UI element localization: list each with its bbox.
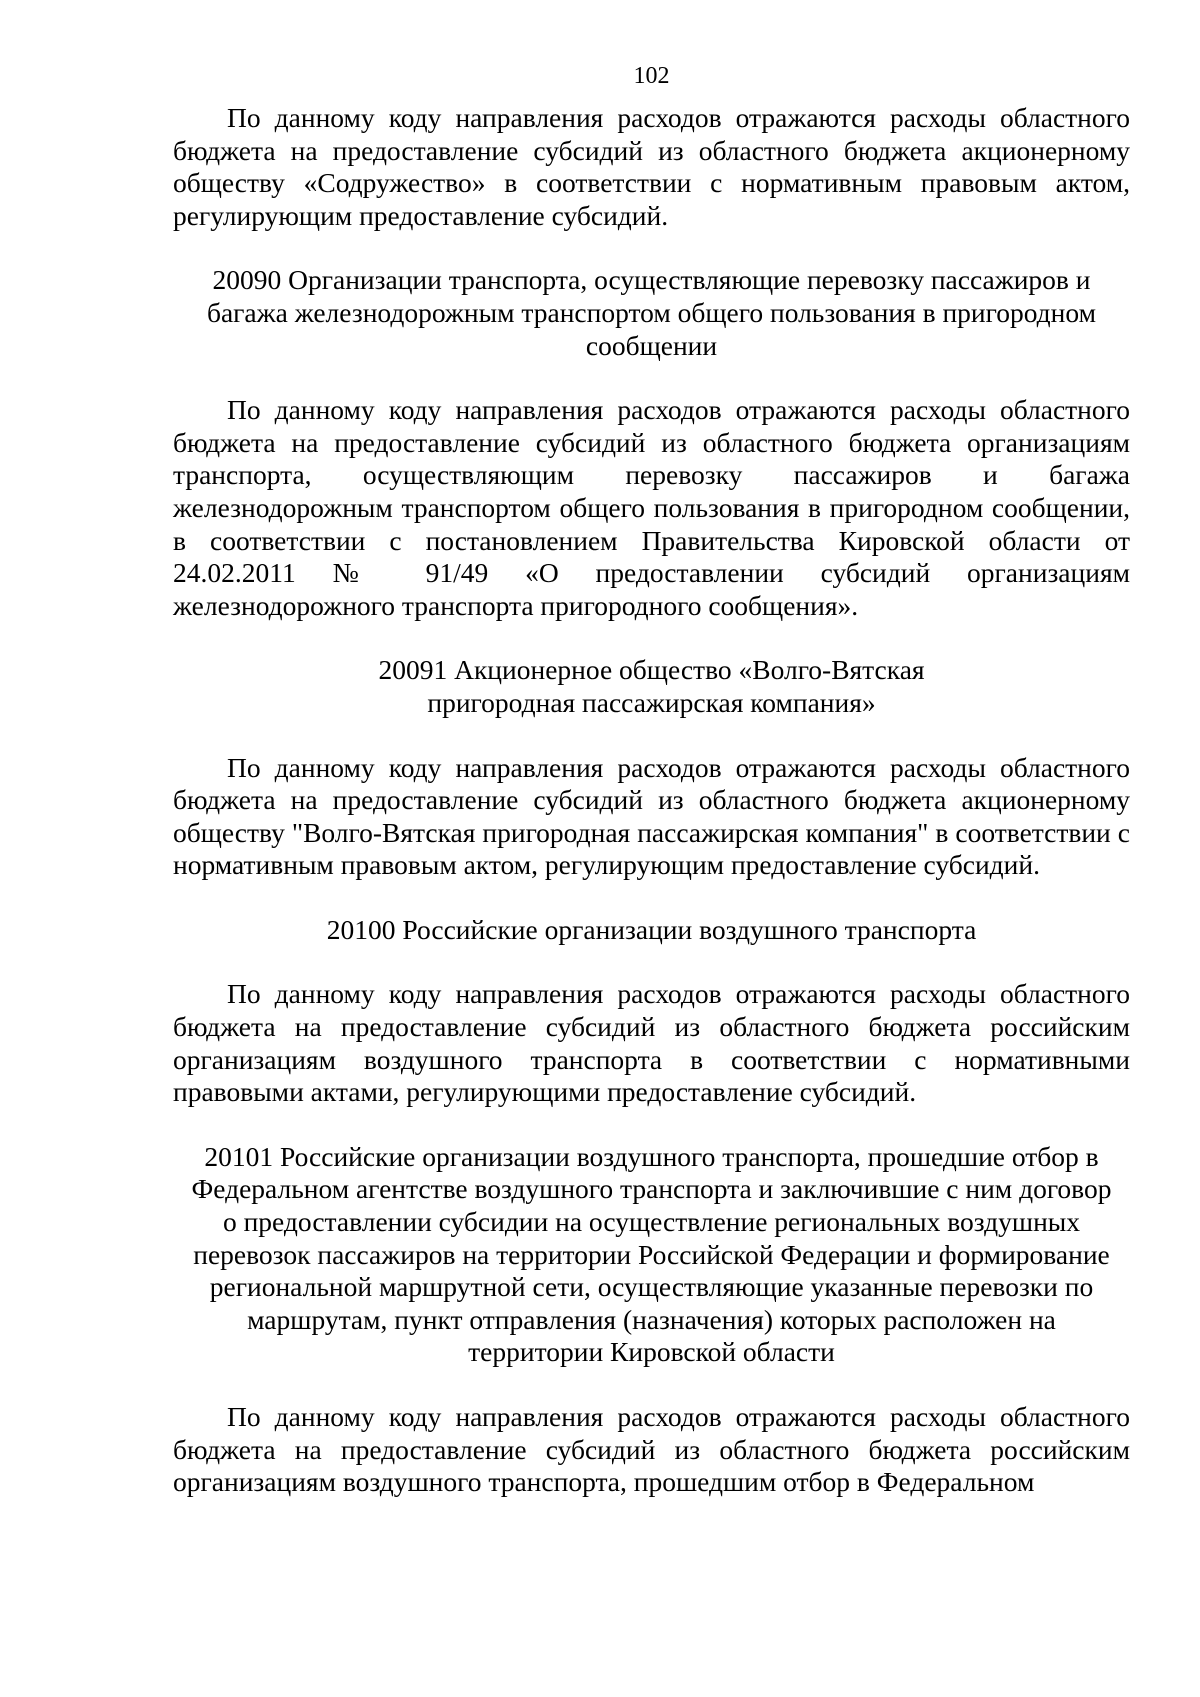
heading-line: Федеральном агентстве воздушного транспорта и заключившие с ним договор [191,1173,1112,1205]
heading-line: 20091 Акционерное общество «Волго-Вятская [378,654,925,686]
heading-20091 [173,654,1130,719]
paragraph-20100: По данному коду направления расходов отражаются расходы областного бюджета на предоставление субсидий из областного бюджета российским организациям воздушного транспорта в соответствии с нормативными правовыми актами, регулирующими предоставление субсидий. [173,978,1130,1108]
heading-line: 20090 Организации транспорта, осуществляющие перевозку пассажиров и [212,264,1091,296]
document-page [173,60,1130,1499]
paragraph-sodruzhestvo: По данному коду направления расходов отражаются расходы областного бюджета на предоставление субсидий из областного бюджета акционерному обществу «Содружество» в соответствии с нормативным правовым актом, регулирующим предоставление субсидий. [173,102,1130,231]
heading-line: перевозок пассажиров на территории Российской Федерации и формирование [193,1238,1110,1270]
spacer [173,720,1130,752]
spacer [173,622,1130,654]
heading-line: пригородная пассажирская компания» [427,686,876,718]
heading-line: региональной маршрутной сети, осуществляющие указанные перевозки по [209,1271,1094,1303]
spacer [173,232,1130,264]
heading-line: багажа железнодорожным транспортом общего пользования в пригородном [206,296,1097,328]
spacer [173,1369,1130,1401]
heading-line: 20100 Российские организации воздушного транспорта [326,913,977,945]
spacer [173,362,1130,394]
heading-20090 [173,264,1130,362]
heading-line: 20101 Российские организации воздушного транспорта, прошедшие отбор в [204,1140,1099,1172]
spacer [173,882,1130,914]
spacer [173,1109,1130,1141]
paragraph-20090: По данному коду направления расходов отражаются расходы областного бюджета на предоставление субсидий из областного бюджета организациям транспорта, осуществляющим перевозку пассажиров и багажа железнодорожным транспортом общего пользования в пригородном сообщении, в соответствии с постановлением Правительства Кировской области от 24.02.2011 № 91/49 «О предоставлении субсидий организациям железнодорожного транспорта пригородного сообщения». [173,394,1130,621]
page-number: 102 [633,63,670,89]
heading-20100 [173,914,1130,947]
heading-line: маршрутам, пункт отправления (назначения) которых расположен на [247,1303,1056,1335]
paragraph-20101: По данному коду направления расходов отражаются расходы областного бюджета на предоставление субсидий из областного бюджета российским организациям воздушного транспорта, прошедшим отбор в Федеральном [173,1401,1130,1498]
heading-line: о предоставлении субсидии на осуществление региональных воздушных [222,1206,1081,1238]
heading-line: сообщении [585,329,718,361]
paragraph-20091: По данному коду направления расходов отражаются расходы областного бюджета на предоставление субсидий из областного бюджета акционерному обществу "Волго-Вятская пригородная пассажирская компания" в соответствии с нормативным правовым актом, регулирующим предоставление субсидий. [173,751,1130,881]
heading-20101 [173,1141,1130,1369]
heading-line: территории Кировской области [468,1336,835,1368]
spacer [173,946,1130,978]
